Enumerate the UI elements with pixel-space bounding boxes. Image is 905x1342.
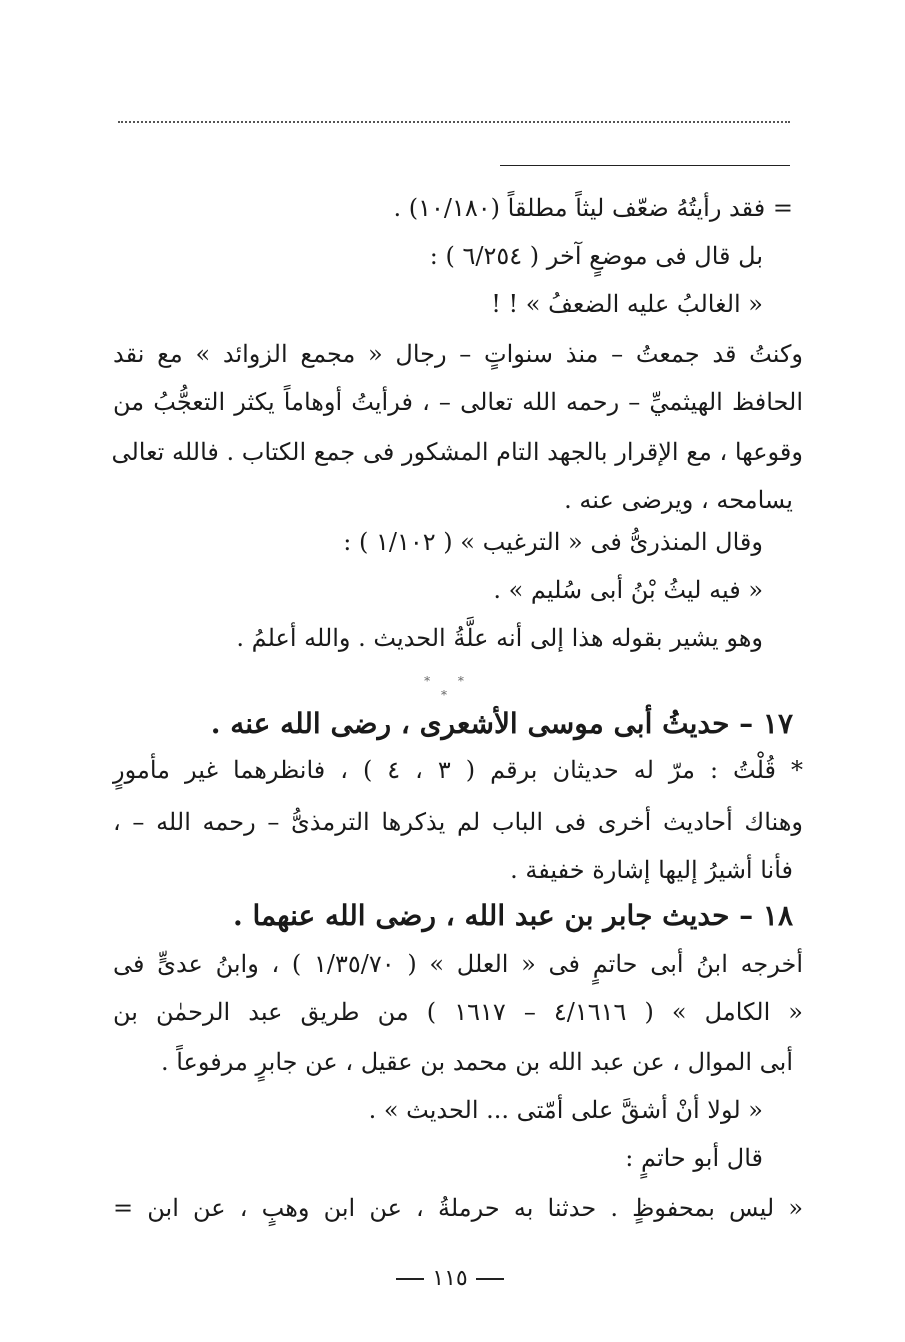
text-line: فأنا أشيرُ إليها إشارة خفيفة . xyxy=(510,856,793,884)
section-heading: ١٧ – حديثُ أبى موسى الأشعرى ، رضى الله عنه . xyxy=(210,707,793,740)
text-line: « لولا أنْ أشقَّ على أمّتى ... الحديث » . xyxy=(368,1096,763,1124)
text-line: الحافظ الهيثميِّ – رحمه الله تعالى – ، فرأيتُ أوهاماً يكثر التعجُّبُ من xyxy=(113,388,803,416)
text-line: « فيه ليثُ بْنُ أبى سُليم » . xyxy=(493,576,763,604)
text-line: « ليس بمحفوظٍ . حدثنا به حرملةُ ، عن ابن وهبٍ ، عن ابن = xyxy=(113,1194,803,1222)
text-line: « الغالبُ عليه الضعفُ » ! ! xyxy=(491,290,763,318)
section-separator-stars: * * * xyxy=(424,674,476,702)
text-line: وكنتُ قد جمعتُ – منذ سنواتٍ – رجال « مجمع الزوائد » مع نقد xyxy=(113,340,803,368)
header-dotted-rule xyxy=(118,121,790,123)
page-number-value: ١١٥ xyxy=(432,1266,468,1291)
text-line: يسامحه ، ويرضى عنه . xyxy=(564,486,793,514)
text-line: أبى الموال ، عن عبد الله بن محمد بن عقيل ، عن جابرٍ مرفوعاً . xyxy=(160,1048,793,1076)
text-line: بل قال فى موضعٍ آخر ( ٦/٢٥٤ ) : xyxy=(429,242,763,270)
text-line: قال أبو حاتمٍ : xyxy=(625,1144,763,1172)
text-line: « الكامل » ( ٤/١٦١٦ – ١٦١٧ ) من طريق عبد الرحمٰن بن xyxy=(113,998,803,1026)
footnote-separator-rule xyxy=(500,165,790,166)
page-number-dash xyxy=(476,1278,504,1280)
text-line: * قُلْتُ : مرّ له حديثان برقم ( ٣ ، ٤ ) ، فانظرهما غير مأمورٍ xyxy=(113,756,803,784)
page-number xyxy=(370,1266,530,1291)
text-line: أخرجه ابنُ أبى حاتمٍ فى « العلل » ( ١/٣٥/٧٠ ) ، وابنُ عدىٍّ فى xyxy=(113,950,804,978)
text-line: وهناك أحاديث أخرى فى الباب لم يذكرها الترمذىُّ – رحمه الله – ، xyxy=(113,808,803,836)
text-line: وقال المنذرىُّ فى « الترغيب » ( ١/١٠٢ ) : xyxy=(343,528,763,556)
text-line: = فقد رأيتُهُ ضعّف ليثاً مطلقاً (١٠/١٨٠) . xyxy=(393,194,793,222)
page-number-dash xyxy=(396,1278,424,1280)
section-heading: ١٨ – حديث جابر بن عبد الله ، رضى الله عنهما . xyxy=(232,899,793,932)
text-line: وقوعها ، مع الإقرار بالجهد التام المشكور فى جمع الكتاب . فالله تعالى xyxy=(111,438,803,466)
text-line: وهو يشير بقوله هذا إلى أنه علَّةُ الحديث . والله أعلمُ . xyxy=(236,624,763,652)
